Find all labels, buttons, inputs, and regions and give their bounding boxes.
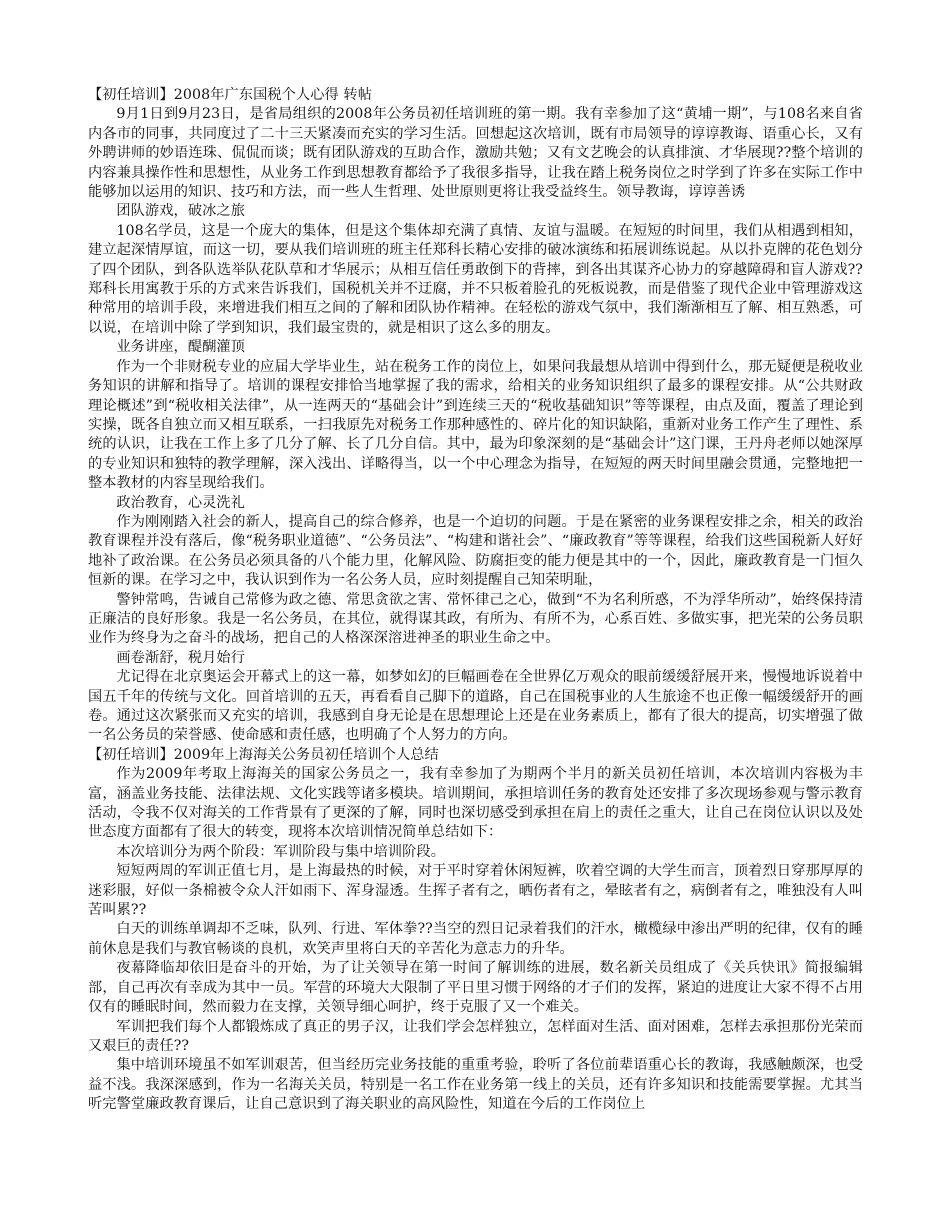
paragraph: 尤记得在北京奥运会开幕式上的这一幕，如梦如幻的巨幅画卷在全世界亿万观众的眼前缓缓舒展开来，慢慢地诉说着中国五千年的传统与文化。回首培训的五天，再看看自己脚下的道路，自己在国税事业的人生旅途不也正像一幅缓缓舒开的画卷。通过这次紧张而又充实的培训，我感到自身无论是在思想理论上还是在业务素质上，都有了很大的提高，切实增强了做一名公务员的荣誉感、使命感和责任感，也明确了个人努力的方向。	[88, 669, 863, 744]
section-heading: 业务讲座，醍醐灌顶	[116, 339, 245, 356]
paragraph: 本次培训分为两个阶段：军训阶段与集中培训阶段。	[116, 843, 446, 860]
paragraph: 9月1日到9月23日，是省局组织的2008年公务员初任培训班的第一期。我有幸参加了这“黄埔一期”，与108名来自省内各市的同事，共同度过了二十三天紧凑而充实的学习生活。回想起这次培训，既有市局领导的谆谆教诲、语重心长，又有外聘讲师的妙语连珠、侃侃而谈；既有团队游戏的互助合作，激励共勉；又有文艺晚会的认真排演、才华展现??整个培训的内容兼具操作性和思想性，从业务工作到思想教育都给予了我很多指导，让我在踏上税务岗位之时学到了许多在实际工作中能够加以运用的知识、技巧和方法，而一些人生哲理、处世原则更将让我受益终生。领导教诲，谆谆善诱	[88, 106, 863, 201]
paragraph: 短短两周的军训正值七月，是上海最热的时候，对于平时穿着休闲短裤，吹着空调的大学生而言，顶着烈日穿那厚厚的迷彩服，好似一条棉被令众人汗如雨下、浑身湿透。生挥子者有之，晒伤者有之，晕眩者有之，病倒者有之，唯独没有人叫苦叫累??	[88, 863, 863, 919]
article-title: 【初任培训】2009年上海海关公务员初任培训个人总结	[88, 746, 439, 763]
paragraph: 夜幕降临却依旧是奋斗的开始，为了让关领导在第一时间了解训练的进展，数名新关员组成了《关兵快讯》简报编辑部，自己再次有幸成为其中一员。军营的环境大大限制了平日里习惯于网络的才子们的发挥，紧迫的进度让大家不得不占用仅有的睡眠时间，然而毅力在支撑，关领导细心呵护，终于克服了又一个难关。	[88, 960, 863, 1016]
document-body	[88, 86, 863, 1115]
paragraph: 警钟常鸣，告诫自己常修为政之德、常思贪欲之害、常怀律己之心，做到“不为名利所惑，不为浮华所动”，始终保持清正廉洁的良好形象。我是一名公务员，在其位，就得谋其政，有所为、有所不为，心系百姓、多做实事，把光荣的公务员职业作为终身为之奋斗的战场，把自己的人格深深溶进神圣的职业生命之中。	[88, 591, 863, 647]
paragraph: 作为2009年考取上海海关的国家公务员之一，我有幸参加了为期两个半月的新关员初任培训，本次培训内容极为丰富，涵盖业务技能、法律法规、文化实践等诸多模块。培训期间，承担培训任务的教育处还安排了多次现场参观与警示教育活动，令我不仅对海关的工作背景有了更深的了解，同时也深切感受到承担在肩上的责任之重大，让自己在岗位认识以及处世态度方面都有了很大的转变，现将本次培训情况简单总结如下：	[88, 766, 863, 841]
section-heading: 团队游戏，破冰之旅	[116, 203, 245, 220]
paragraph: 108名学员，这是一个庞大的集体，但是这个集体却充满了真情、友谊与温暖。在短短的时间里，我们从相遇到相知，建立起深情厚谊，而这一切，要从我们培训班的班主任郑科长精心安排的破冰演练和拓展训练说起。从以扑克牌的花色划分了四个团队，到各队选举队花队草和才华展示；从相互信任勇敢倒下的背摔，到各出其谋齐心协力的穿越障碍和盲人游戏??郑科长用寓教于乐的方式来告诉我们，国税机关并不迂腐，并不只板着脸孔的死板说教，而是借鉴了现代企业中管理游戏这种常用的培训手段，来增进我们相互之间的了解和团队协作精神。在轻松的游戏气氛中，我们渐渐相互了解、相互熟悉，可以说，在培训中除了学到知识，我们最宝贵的，就是相识了这么多的朋友。	[88, 222, 863, 336]
paragraph: 作为刚刚踏入社会的新人，提高自己的综合修养，也是一个迫切的问题。于是在紧密的业务课程安排之余，相关的政治教育课程并没有落后，像“税务职业道德”、“公务员法”、“构建和谐社会”、“廉政教育”等等课程，给我们这些国税新人好好地补了政治课。在公务员必须具备的八个能力里，化解风险、防腐拒变的能力便是其中的一个，因此，廉政教育是一门恒久恒新的课。在学习之中，我认识到作为一名公务人员，应时刻提醒自己知荣明耻，	[88, 513, 863, 589]
paragraph: 白天的训练单调却不乏味，队列、行进、军体拳??当空的烈日记录着我们的汗水，橄榄绿中渗出严明的纪律，仅有的睡前休息是我们与教官畅谈的良机，欢笑声里将白天的辛苦化为意志力的升华。	[88, 921, 863, 957]
section-heading: 画卷渐舒，税月始行	[116, 649, 245, 666]
article-title: 【初任培训】2008年广东国税个人心得 转帖	[88, 87, 373, 103]
paragraph: 集中培训环境虽不如军训艰苦，但当经历完业务技能的重重考验，聆听了各位前辈语重心长的教诲，我感触颇深，也受益不浅。我深深感到，作为一名海关关员，特别是一名工作在业务第一线上的关员，还有许多知识和技能需要掌握。尤其当听完警堂廉政教育课后，让自己意识到了海关职业的高风险性，知道在今后的工作岗位上	[88, 1057, 863, 1113]
paragraph: 军训把我们每个人都锻炼成了真正的男子汉，让我们学会怎样独立，怎样面对生活、面对困难，怎样去承担那份光荣而又艰巨的责任??	[88, 1018, 863, 1054]
paragraph: 作为一个非财税专业的应届大学毕业生，站在税务工作的岗位上，如果问我最想从培训中得到什么，那无疑便是税收业务知识的讲解和指导了。培训的课程安排恰当地掌握了我的需求，给相关的业务知识组织了最多的课程安排。从“公共财政理论概述”到“税收相关法律”，从一连两天的“基础会计”到连续三天的“税收基础知识”等等课程，由点及面，覆盖了理论到实操，既各自独立而又相互联系，一扫我原先对税务工作那种感性的、碎片化的知识缺陷，重新对业务工作产生了理性、系统的认识，让我在工作上多了几分了解、长了几分自信。其中，最为印象深刻的是“基础会计”这门课，王丹舟老师以她深厚的专业知识和独特的教学理解，深入浅出、详略得当，以一个中心理念为指导，在短短的两天时间里融会贯通，完整地把一整本教材的内容呈现给我们。	[88, 358, 863, 492]
section-heading: 政治教育，心灵洗礼	[116, 494, 245, 511]
